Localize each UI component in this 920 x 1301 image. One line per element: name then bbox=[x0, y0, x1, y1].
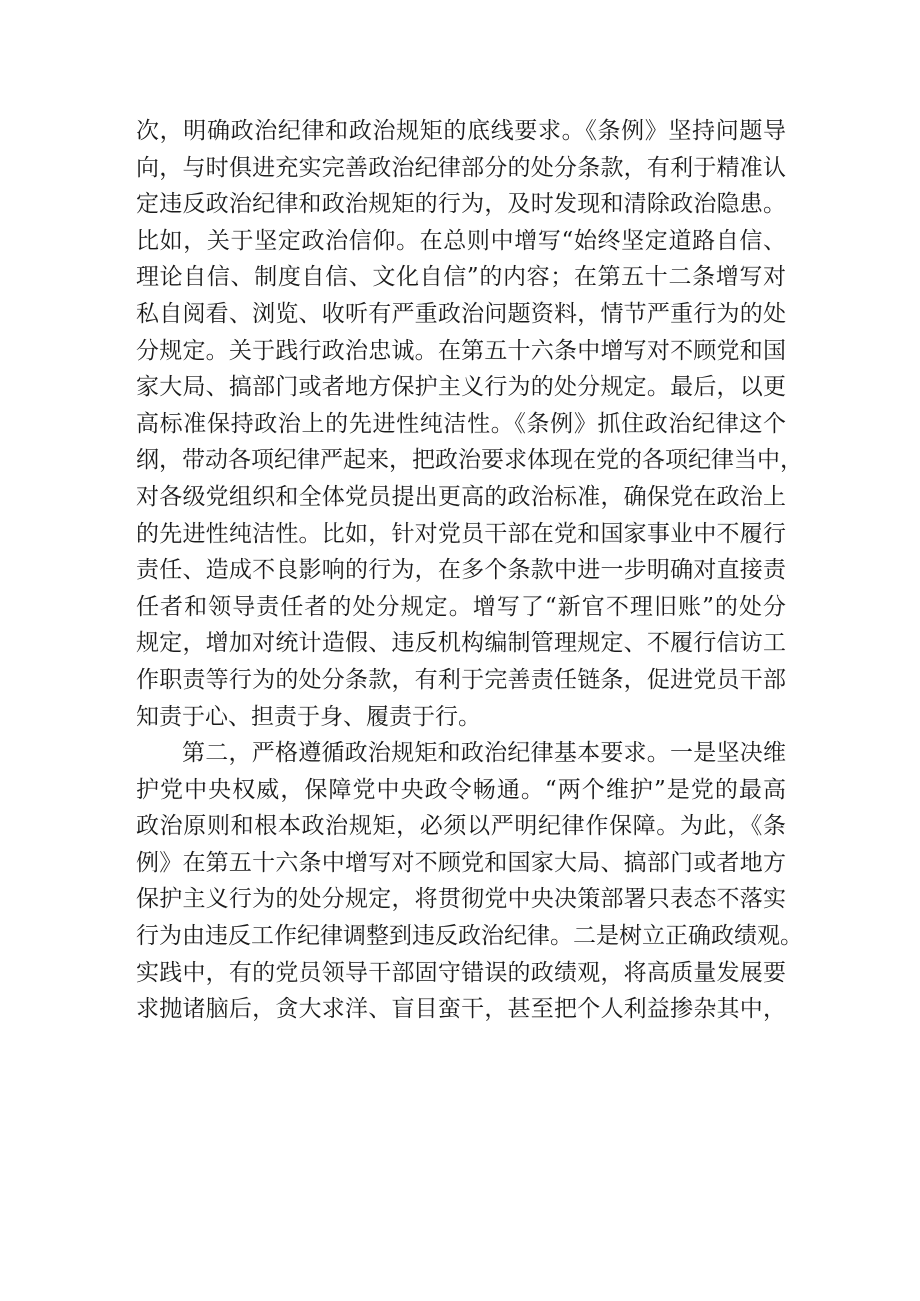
text-line: 理论自信、制度自信、文化自信”的内容；在第五十二条增写对 bbox=[136, 264, 786, 291]
text-line: 比如，关于坚定政治信仰。在总则中增写“始终坚定道路自信、 bbox=[136, 227, 786, 254]
text-line: 行为由违反工作纪律调整到违反政治纪律。二是树立正确政绩观。 bbox=[136, 923, 803, 950]
text-line: 实践中，有的党员领导干部固守错误的政绩观，将高质量发展要 bbox=[136, 959, 786, 986]
text-line: 家大局、搞部门或者地方保护主义行为的处分规定。最后，以更 bbox=[136, 374, 786, 401]
text-line: 护党中央权威，保障党中央政令畅通。“两个维护”是党的最高 bbox=[136, 776, 786, 803]
text-line: 保护主义行为的处分规定，将贯彻党中央决策部署只表态不落实 bbox=[136, 886, 786, 913]
text-line: 知责于心、担责于身、履责于行。 bbox=[136, 703, 481, 730]
text-line: 政治原则和根本政治规矩，必须以严明纪律作保障。为此，《条 bbox=[136, 813, 786, 840]
paragraph-start-line: 第二，严格遵循政治规矩和政治纪律基本要求。一是坚决维 bbox=[182, 740, 786, 767]
text-line: 的先进性纯洁性。比如，针对党员干部在党和国家事业中不履行 bbox=[136, 520, 786, 547]
text-line: 规定，增加对统计造假、违反机构编制管理规定、不履行信访工 bbox=[136, 630, 786, 657]
text-line: 次，明确政治纪律和政治规矩的底线要求。《条例》坚持问题导 bbox=[136, 118, 786, 144]
text-line: 例》在第五十六条中增写对不顾党和国家大局、搞部门或者地方 bbox=[136, 849, 786, 876]
text-line: 求抛诸脑后，贪大求洋、盲目蛮干，甚至把个人利益掺杂其中， bbox=[136, 996, 786, 1023]
text-line: 私自阅看、浏览、收听有严重政治问题资料，情节严重行为的处 bbox=[136, 300, 786, 327]
text-line: 作职责等行为的处分条款，有利于完善责任链条，促进党员干部 bbox=[136, 666, 786, 693]
text-line: 纲，带动各项纪律严起来，把政治要求体现在党的各项纪律当中， bbox=[136, 447, 803, 474]
text-line: 分规定。关于践行政治忠诚。在第五十六条中增写对不顾党和国 bbox=[136, 337, 786, 364]
text-line: 向，与时俱进充实完善政治纪律部分的处分条款，有利于精准认 bbox=[136, 154, 786, 181]
text-line: 对各级党组织和全体党员提出更高的政治标准，确保党在政治上 bbox=[136, 483, 786, 510]
body-text bbox=[136, 113, 803, 1028]
text-line: 责任、造成不良影响的行为，在多个条款中进一步明确对直接责 bbox=[136, 557, 786, 584]
text-line: 定违反政治纪律和政治规矩的行为，及时发现和清除政治隐患。 bbox=[136, 191, 786, 218]
text-line: 高标准保持政治上的先进性纯洁性。《条例》抓住政治纪律这个 bbox=[136, 410, 786, 437]
text-line: 任者和领导责任者的处分规定。增写了“新官不理旧账”的处分 bbox=[136, 593, 786, 620]
